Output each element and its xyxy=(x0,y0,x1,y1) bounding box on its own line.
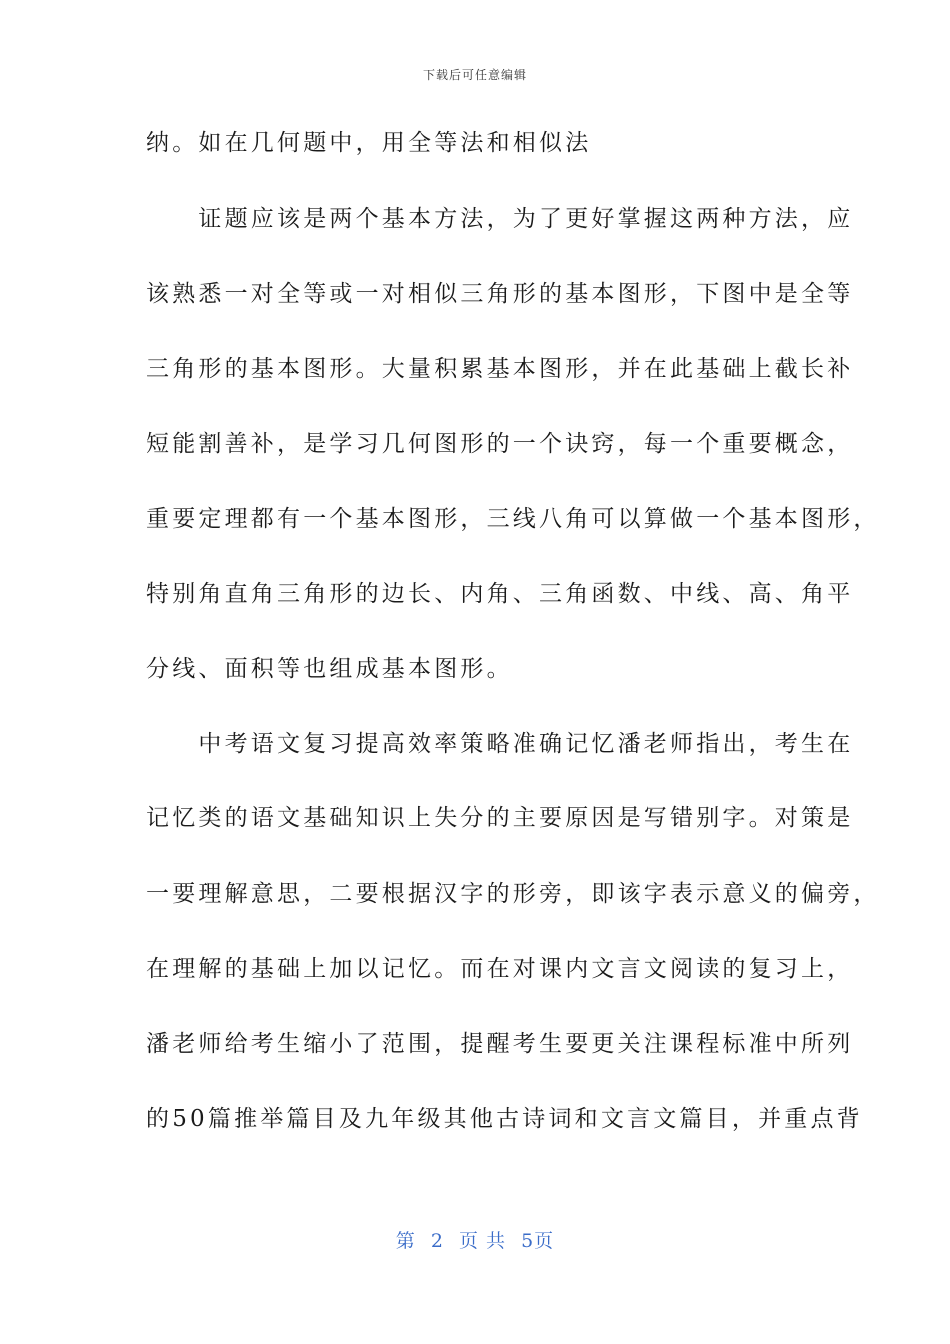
text-line: 三角形的基本图形。大量积累基本图形，并在此基础上截长补 xyxy=(146,356,854,382)
footer-current-page: 2 xyxy=(430,1230,444,1252)
text-line: 特别角直角三角形的边长、内角、三角函数、中线、高、角平 xyxy=(146,581,854,607)
text-line: 的50篇推举篇目及九年级其他古诗词和文言文篇目，并重点背 xyxy=(146,1106,863,1132)
footer-page-label: 第 xyxy=(395,1230,416,1252)
footer-total-pages: 5页 xyxy=(521,1230,555,1252)
text-line: 一要理解意思，二要根据汉字的形旁，即该字表示意义的偏旁， xyxy=(146,881,880,907)
text-line: 证题应该是两个基本方法，为了更好掌握这两种方法，应 xyxy=(146,206,854,232)
page-header: 下载后可任意编辑 xyxy=(422,68,527,82)
text-line: 在理解的基础上加以记忆。而在对课内文言文阅读的复习上， xyxy=(146,956,854,982)
footer-of-label: 页 共 xyxy=(459,1230,507,1252)
text-line: 该熟悉一对全等或一对相似三角形的基本图形，下图中是全等 xyxy=(146,281,854,307)
text-line: 中考语文复习提高效率策略准确记忆潘老师指出，考生在 xyxy=(146,731,854,757)
text-line: 重要定理都有一个基本图形，三线八角可以算做一个基本图形， xyxy=(146,506,880,532)
text-line: 记忆类的语文基础知识上失分的主要原因是写错别字。对策是 xyxy=(146,805,854,831)
text-line: 分线、面积等也组成基本图形。 xyxy=(146,656,513,682)
text-line: 短能割善补，是学习几何图形的一个诀窍，每一个重要概念， xyxy=(146,431,854,457)
text-line: 潘老师给考生缩小了范围，提醒考生要更关注课程标准中所列 xyxy=(146,1031,854,1057)
page-footer xyxy=(0,1226,950,1253)
text-line: 纳。如在几何题中，用全等法和相似法 xyxy=(146,130,592,156)
